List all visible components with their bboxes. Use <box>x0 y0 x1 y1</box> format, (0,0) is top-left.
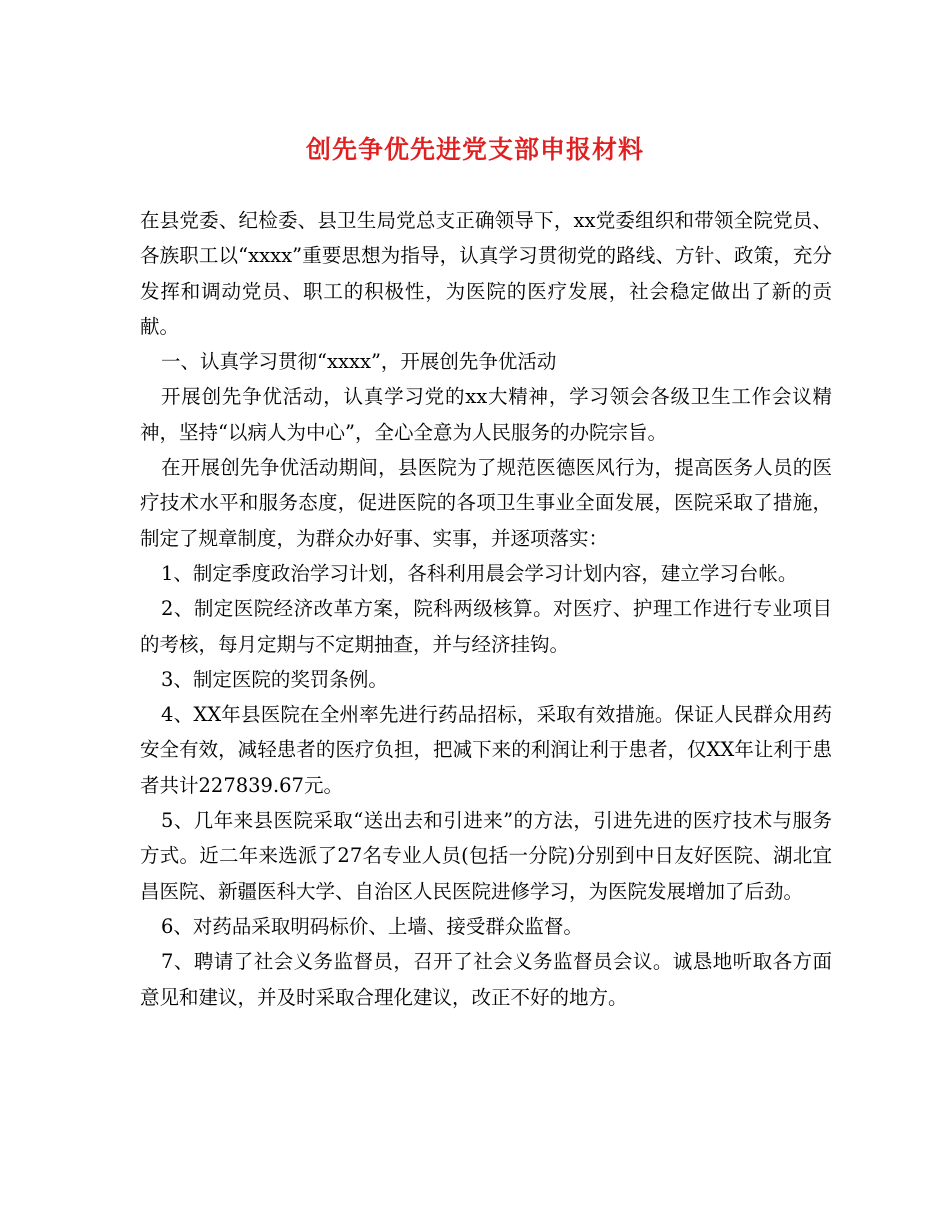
list-item: 7、聘请了社会义务监督员，召开了社会义务监督员会议。诚恳地听取各方面意见和建议，并及时采取合理化建议，改正不好的地方。 <box>140 950 832 1009</box>
paragraph-intro: 在县党委、纪检委、县卫生局党总支正确领导下，xx党委组织和带领全院党员、各族职工以“xxxx”重要思想为指导，认真学习贯彻党的路线、方针、政策，充分发挥和调动党员、职工的积极性，为医院的医疗发展，社会稳定做出了新的贡献。 <box>140 209 832 338</box>
list-item: 4、XX年县医院在全州率先进行药品招标，采取有效措施。保证人民群众用药安全有效，减轻患者的医疗负担，把减下来的利润让利于患者，仅XX年让利于患者共计227839.67元。 <box>140 703 832 797</box>
section-heading-1: 一、认真学习贯彻“xxxx”，开展创先争优活动 <box>161 350 557 374</box>
paragraph: 开展创先争优活动，认真学习党的xx大精神，学习领会各级卫生工作会议精神，坚持“以病人为中心”，全心全意为人民服务的办院宗旨。 <box>140 385 832 444</box>
list-item: 3、制定医院的奖罚条例。 <box>161 667 388 691</box>
list-item: 5、几年来县医院采取“送出去和引进来”的方法，引进先进的医疗技术与服务方式。近二年来选派了27名专业人员(包括一分院)分别到中日友好医院、湖北宜昌医院、新疆医科大学、自治区人民医院进修学习，为医院发展增加了后劲。 <box>140 809 832 903</box>
paragraph: 在开展创先争优活动期间，县医院为了规范医德医风行为，提高医务人员的医疗技术水平和服务态度，促进医院的各项卫生事业全面发展，医院采取了措施，制定了规章制度，为群众办好事、实事，并逐项落实： <box>140 456 832 550</box>
list-item: 6、对药品采取明码标价、上墙、接受群众监督。 <box>161 914 583 938</box>
list-item: 2、制定医院经济改革方案，院科两级核算。对医疗、护理工作进行专业项目的考核，每月定期与不定期抽查，并与经济挂钩。 <box>140 597 832 656</box>
list-item: 1、制定季度政治学习计划，各科利用晨会学习计划内容，建立学习台帐。 <box>161 561 798 585</box>
document-body <box>140 203 832 1015</box>
document-title: 创先争优先进党支部申报材料 <box>305 135 644 164</box>
